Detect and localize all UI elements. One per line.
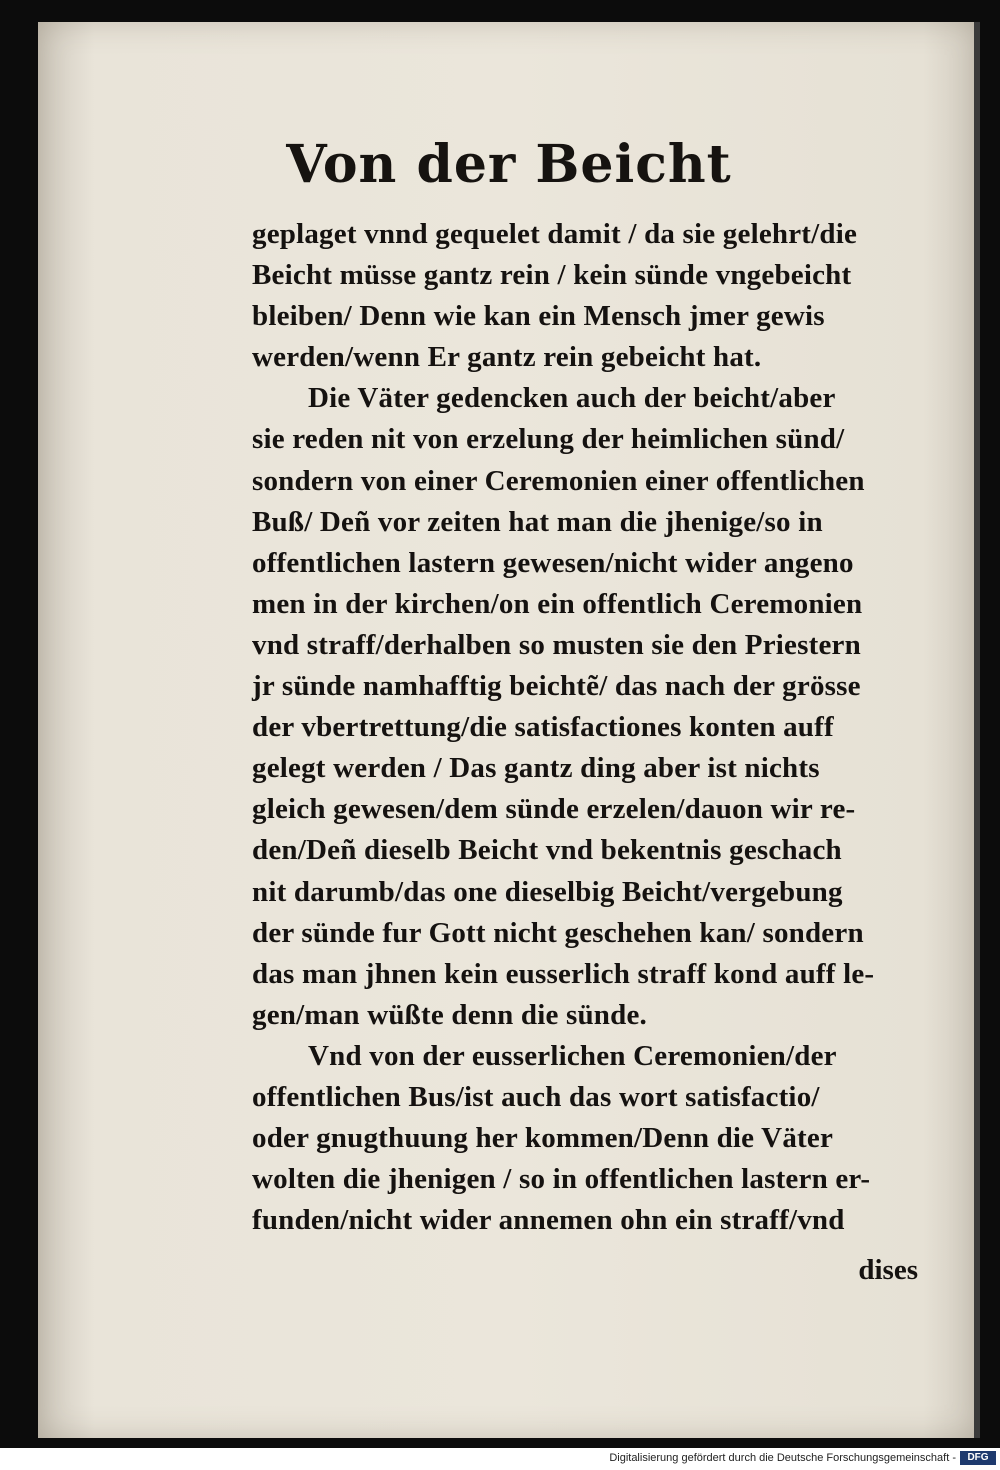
text-line: Beicht müsse gantz rein / kein sünde vngebeicht [252, 259, 852, 292]
dfg-logo: DFG [960, 1451, 996, 1465]
text-line: men in der kirchen/on ein offentlich Ceremonien [252, 587, 863, 620]
text-line: gleich gewesen/dem sünde erzelen/dauon wir re- [252, 793, 856, 826]
text-line: geplaget vnnd gequelet damit / da sie gelehrt/die [252, 218, 858, 250]
body-text [252, 214, 952, 1241]
text-line: das man jhnen kein eusserlich straff kond auff le- [252, 957, 875, 990]
text-line: oder gnugthuung her kommen/Denn die Väter [252, 1122, 834, 1155]
text-line: offentlichen Bus/ist auch das wort satisfactio/ [252, 1080, 820, 1113]
text-line: gelegt werden / Das gantz ding aber ist nichts [252, 752, 820, 785]
text-line: Buß/ Deñ vor zeiten hat man die jhenige/so in [252, 505, 823, 538]
text-line: wolten die jhenigen / so in offentlichen lastern er- [252, 1163, 871, 1196]
text-line: sie reden nit von erzelung der heimlichen sünd/ [252, 423, 845, 456]
text-line: bleiben/ Denn wie kan ein Mensch jmer gewis [252, 300, 825, 333]
text-line: vnd straff/derhalben so musten sie den Priestern [252, 628, 861, 661]
catchword: dises [858, 1254, 918, 1286]
text-line: nit darumb/das one dieselbig Beicht/vergebung [252, 875, 843, 908]
text-line: offentlichen lastern gewesen/nicht wider angeno [252, 546, 854, 579]
text-line: der sünde fur Gott nicht geschehen kan/ sondern [252, 916, 864, 949]
book-page [38, 22, 980, 1438]
running-head: Von der Beicht [286, 134, 732, 195]
funding-credit: Digitalisierung gefördert durch die Deutsche Forschungsgemeinschaft - [609, 1452, 956, 1464]
text-line: jr sünde namhafftig beichtẽ/ das nach der grösse [252, 670, 861, 703]
text-line: sondern von einer Ceremonien einer offentlichen [252, 464, 865, 497]
page-edge [974, 22, 980, 1438]
text-line: der vbertrettung/die satisfactiones konten auff [252, 711, 834, 744]
text-line: Vnd von der eusserlichen Ceremonien/der [308, 1039, 837, 1072]
text-line: funden/nicht wider annemen ohn ein straff/vnd [252, 1204, 845, 1237]
text-line: Die Väter gedencken auch der beicht/aber [308, 382, 836, 415]
text-line: den/Deñ dieselb Beicht vnd bekentnis geschach [252, 834, 842, 867]
text-line: gen/man wüßte denn die sünde. [252, 998, 647, 1031]
footer [0, 1448, 1000, 1470]
text-line: werden/wenn Er gantz rein gebeicht hat. [252, 341, 762, 374]
